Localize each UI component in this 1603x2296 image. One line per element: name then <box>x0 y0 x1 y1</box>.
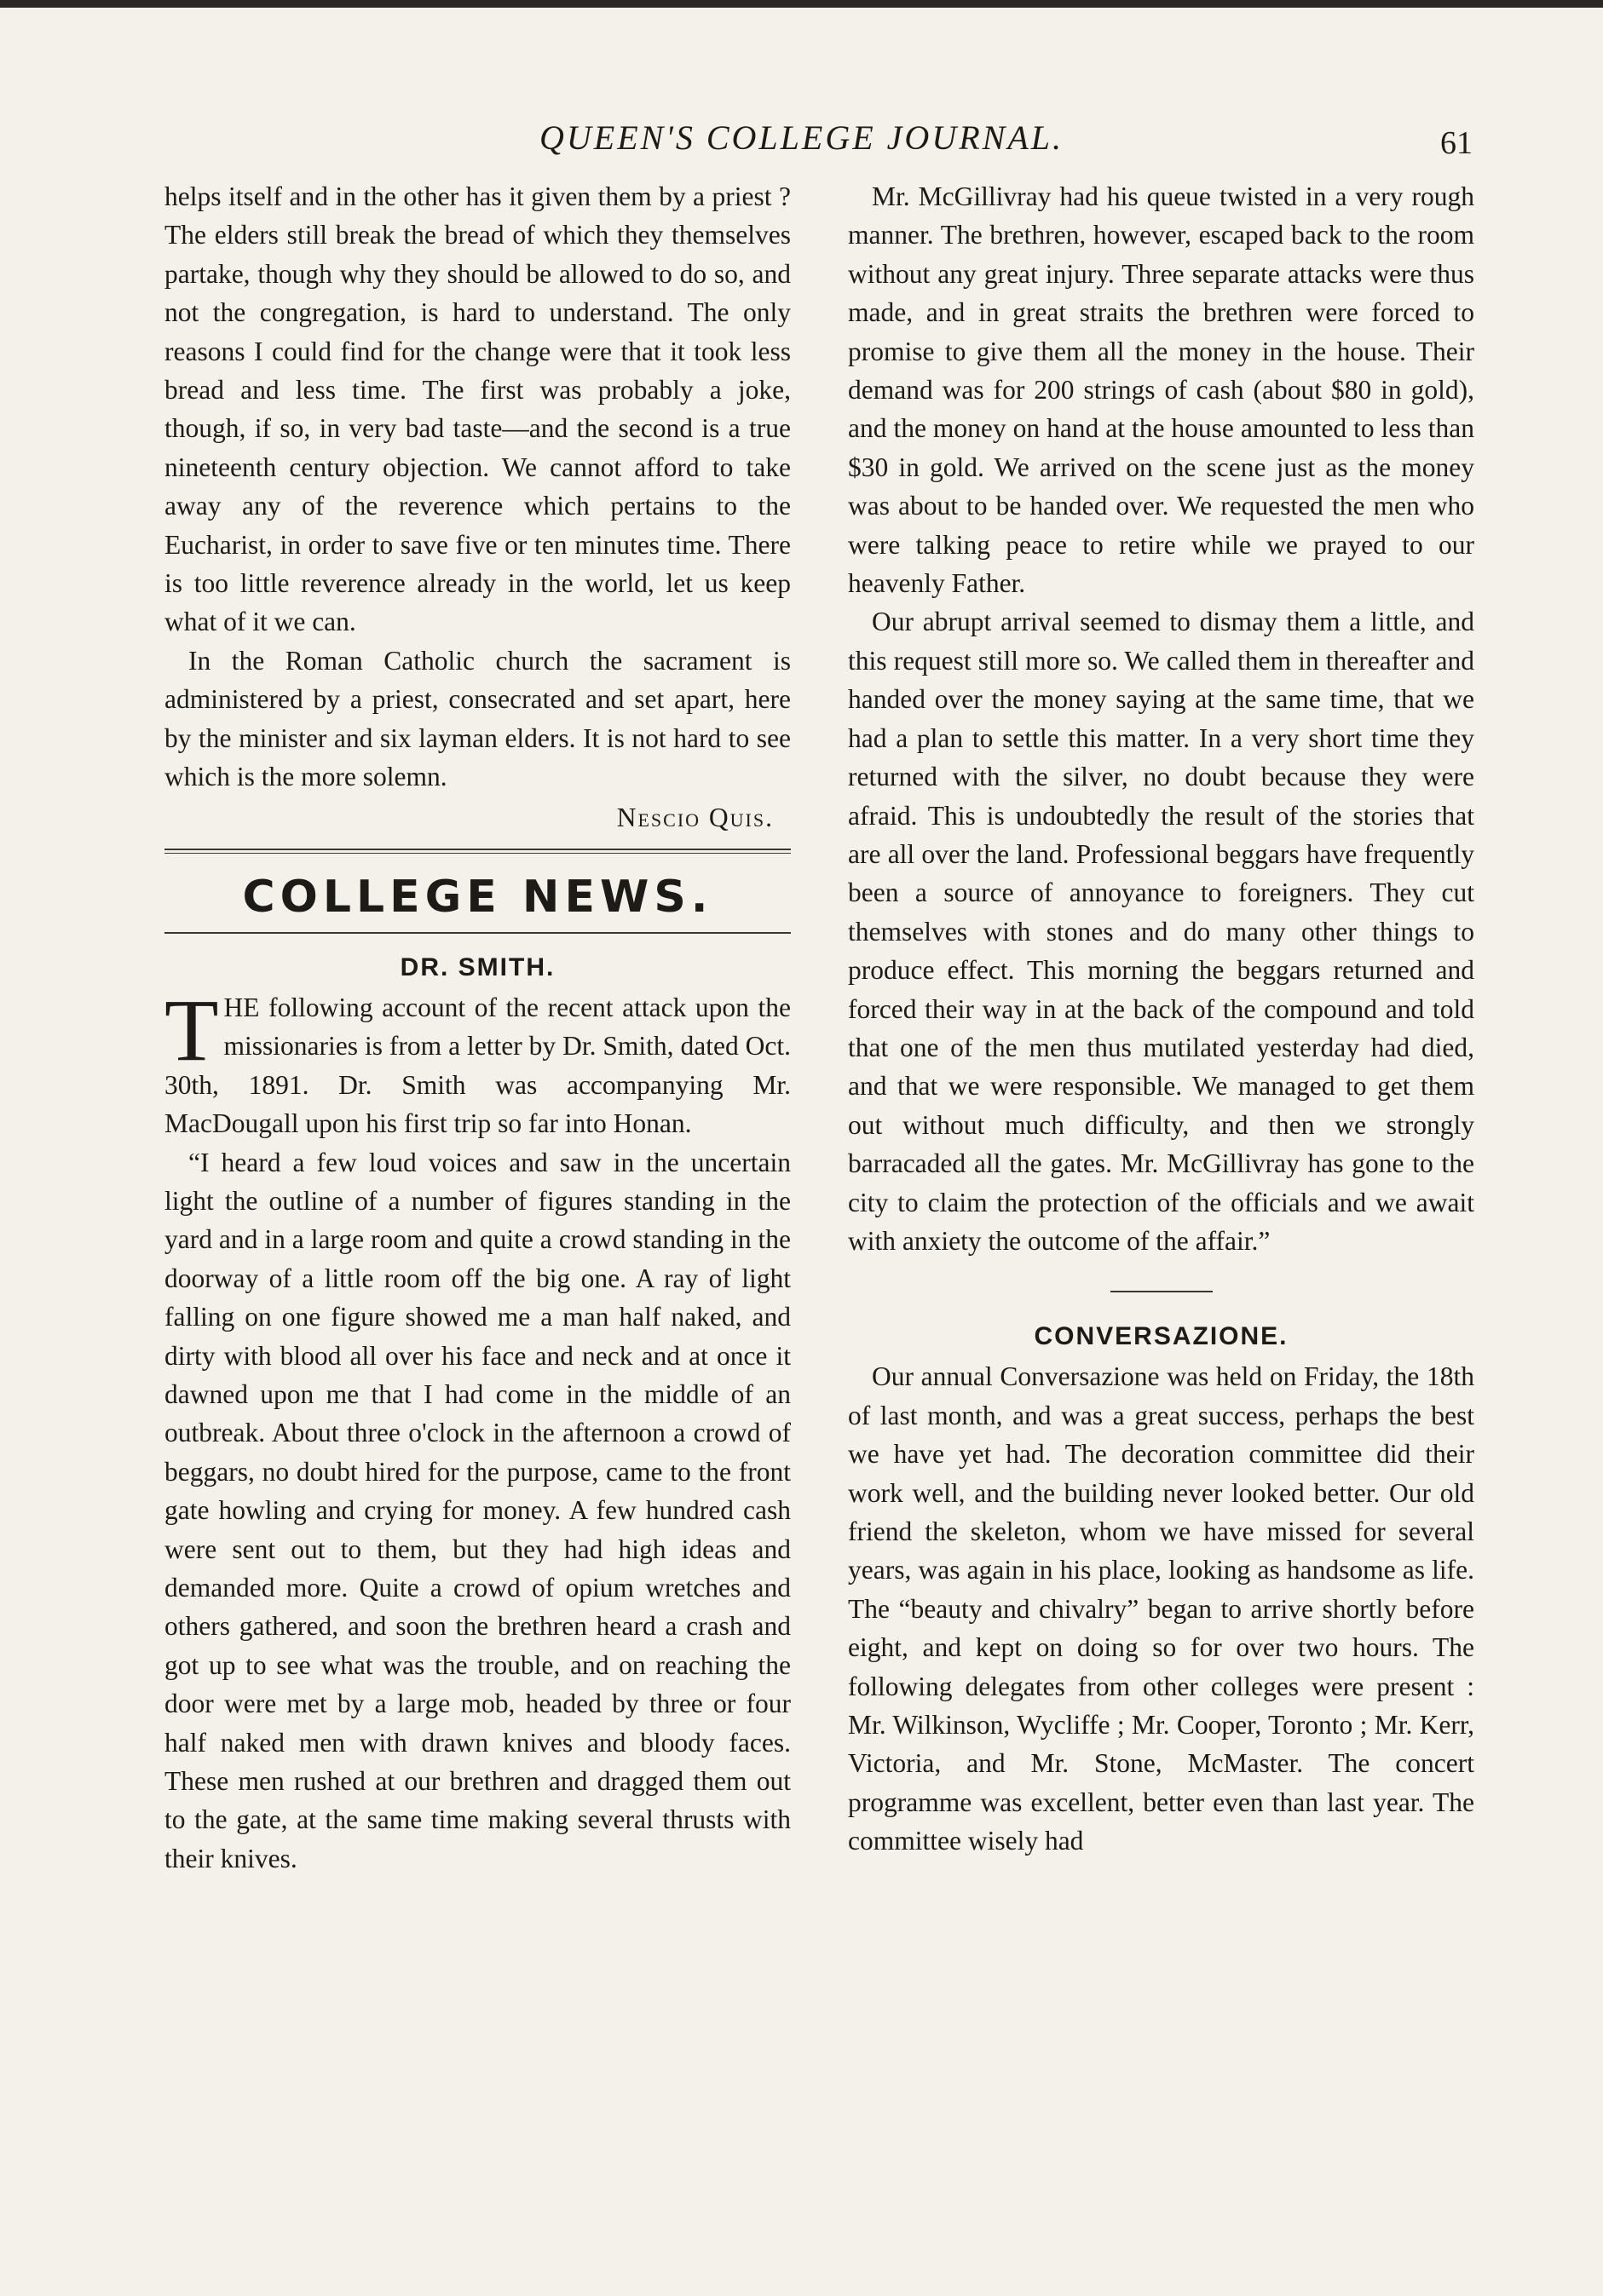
paragraph: “I heard a few loud voices and saw in the uncertain light the outline of a number of figures standing in the yard and in a large room and quite a crowd standing in the doorway of a little room off the big one. A ray of light falling on one figure showed me a man half naked, and dirty with blood all over his face and neck and at once it dawned upon me that I had come in the middle of an outbreak. About three o'clock in the afternoon a crowd of beggars, no doubt hired for the purpose, came to the front gate howling and crying for money. A few hundred cash were sent out to them, but they had high ideas and demanded more. Quite a crowd of opium wretches and others gathered, and soon the brethren heard a crash and got up to see what was the trouble, and on reaching the door were met by a large mob, headed by three or four half naked men with drawn knives and bloody faces. These men rushed at our brethren and dragged them out to the gate, at the same time making several thrusts with their knives. <box>164 1147 791 1873</box>
right-column <box>848 177 1474 1861</box>
running-title: QUEEN'S COLLEGE JOURNAL. <box>539 118 1064 157</box>
drop-cap: T <box>164 981 219 1079</box>
divider <box>164 849 791 854</box>
top-border-rule <box>0 0 1603 8</box>
page-number: 61 <box>1440 125 1473 161</box>
paragraph: Our abrupt arrival seemed to dismay them a little, and this request still more so. We called them in thereafter and handed over the money saying at the same time, that we had a plan to settle this matter. In a very short time they returned with the silver, no doubt because they were afraid. This is undoubtedly the result of the stories that are all over the land. Professional beggars have frequently been a source of annoyance to foreigners. They cut themselves with stones and do many other things to produce effect. This morning the beggars returned and forced their way in at the back of the compound and told that one of the men thus mutilated yesterday had died, and that we were responsible. We managed to get them out without much difficulty, and then we strongly barracaded all the gates. Mr. McGillivray has gone to the city to claim the protection of the officials and we await with anxiety the outcome of the affair.” <box>848 607 1474 1256</box>
paragraph <box>164 981 791 1143</box>
article-title: DR. SMITH. <box>400 952 556 981</box>
divider <box>1110 1291 1213 1292</box>
paragraph: helps itself and in the other has it given them by a priest ? The elders still break the bread of which they themselves partake, though why they should be allowed to do so, and not the congregation, is hard to understand. The only reasons I could find for the change were that it took less bread and less time. The first was probably a joke, though, if so, in very bad taste—and the second is a true nineteenth century objection. We cannot afford to take away any of the reverence which pertains to the Eucharist, in order to save five or ten minutes time. There is too little reverence already in the world, let us keep what of it we can. <box>164 181 791 637</box>
paragraph: Our annual Conversazione was held on Friday, the 18th of last month, and was a great success, perhaps the best we have yet had. The decoration committee did their work well, and the building never looked better. Our old friend the skeleton, whom we have missed for several years, was again in his place, looking as handsome as life. The “beauty and chivalry” began to arrive shortly before eight, and kept on doing so for over two hours. The following delegates from other colleges were present : Mr. Wilkinson, Wycliffe ; Mr. Cooper, Toronto ; Mr. Kerr, Victoria, and Mr. Stone, McMaster. The concert programme was excellent, better even than last year. The committee wisely had <box>848 1361 1474 1856</box>
author-signature: Nescio Quis. <box>616 802 774 832</box>
divider <box>164 932 791 934</box>
paragraph: In the Roman Catholic church the sacrament is administered by a priest, consecrated and set apart, here by the minister and six layman elders. It is not hard to see which is the more solemn. <box>164 645 791 792</box>
left-column <box>164 177 791 1878</box>
article-title: CONVERSAZIONE. <box>1034 1322 1289 1351</box>
paragraph-text: HE following account of the recent attack upon the missionaries is from a letter by Dr. Smith, dated Oct. 30th, 1891. Dr. Smith was accompanying Mr. MacDougall upon his first trip so far into Honan. <box>164 992 791 1139</box>
paragraph: Mr. McGillivray had his queue twisted in a very rough manner. The brethren, however, escaped back to the room without any great injury. Three separate attacks were thus made, and in great straits the brethren were forced to promise to give them all the money in the house. Their demand was for 200 strings of cash (about $80 in gold), and the money on hand at the house amounted to less than $30 in gold. We arrived on the scene just as the money was about to be handed over. We requested the men who were talking peace to retire while we prayed to our heavenly Father. <box>848 181 1474 599</box>
section-title: COLLEGE NEWS. <box>242 871 713 923</box>
